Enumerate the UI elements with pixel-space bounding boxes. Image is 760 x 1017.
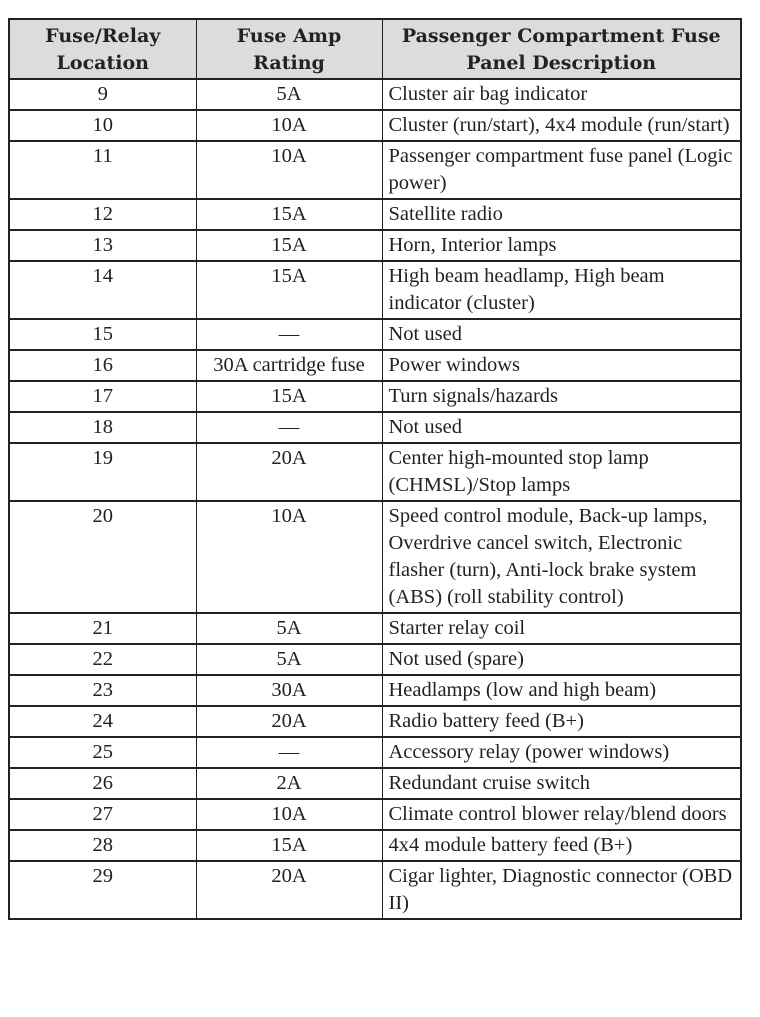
rating-cell: 5A [196, 79, 382, 110]
location-cell: 29 [9, 861, 196, 919]
description-cell: Climate control blower relay/blend doors [382, 799, 741, 830]
fuse-table [8, 18, 742, 920]
table-row [9, 412, 741, 443]
rating-cell: — [196, 737, 382, 768]
table-header [9, 19, 741, 79]
rating-cell: 20A [196, 443, 382, 501]
location-cell: 18 [9, 412, 196, 443]
rating-cell: 15A [196, 261, 382, 319]
rating-cell: 5A [196, 613, 382, 644]
header-description: Passenger Compartment Fuse Panel Description [382, 19, 741, 79]
description-cell: Starter relay coil [382, 613, 741, 644]
table-row [9, 644, 741, 675]
rating-cell: 20A [196, 861, 382, 919]
table-row [9, 261, 741, 319]
header-row [9, 19, 741, 79]
location-cell: 20 [9, 501, 196, 613]
location-cell: 27 [9, 799, 196, 830]
rating-cell: 2A [196, 768, 382, 799]
table-row [9, 199, 741, 230]
location-cell: 19 [9, 443, 196, 501]
table-row [9, 613, 741, 644]
rating-cell: 10A [196, 501, 382, 613]
table-row [9, 319, 741, 350]
rating-cell: 30A [196, 675, 382, 706]
table-row [9, 110, 741, 141]
description-cell: Turn signals/hazards [382, 381, 741, 412]
description-cell: Cigar lighter, Diagnostic connector (OBD II) [382, 861, 741, 919]
description-cell: Not used (spare) [382, 644, 741, 675]
table-body [9, 79, 741, 919]
header-location: Fuse/Relay Location [9, 19, 196, 79]
description-cell: Radio battery feed (B+) [382, 706, 741, 737]
description-cell: Power windows [382, 350, 741, 381]
rating-cell: 10A [196, 141, 382, 199]
rating-cell: 15A [196, 830, 382, 861]
table-row [9, 768, 741, 799]
rating-cell: — [196, 412, 382, 443]
rating-cell: 30A cartridge fuse [196, 350, 382, 381]
description-cell: Redundant cruise switch [382, 768, 741, 799]
table-row [9, 706, 741, 737]
table-row [9, 675, 741, 706]
location-cell: 12 [9, 199, 196, 230]
table-row [9, 381, 741, 412]
rating-cell: 15A [196, 381, 382, 412]
description-cell: 4x4 module battery feed (B+) [382, 830, 741, 861]
table-row [9, 443, 741, 501]
description-cell: Not used [382, 319, 741, 350]
description-cell: Satellite radio [382, 199, 741, 230]
location-cell: 24 [9, 706, 196, 737]
table-row [9, 350, 741, 381]
description-cell: Cluster (run/start), 4x4 module (run/start) [382, 110, 741, 141]
description-cell: Center high-mounted stop lamp (CHMSL)/Stop lamps [382, 443, 741, 501]
description-cell: Passenger compartment fuse panel (Logic power) [382, 141, 741, 199]
table-row [9, 799, 741, 830]
table-row [9, 79, 741, 110]
table-row [9, 830, 741, 861]
table-row [9, 501, 741, 613]
location-cell: 11 [9, 141, 196, 199]
rating-cell: 15A [196, 199, 382, 230]
table-row [9, 141, 741, 199]
location-cell: 21 [9, 613, 196, 644]
table-row [9, 737, 741, 768]
location-cell: 22 [9, 644, 196, 675]
description-cell: Cluster air bag indicator [382, 79, 741, 110]
location-cell: 23 [9, 675, 196, 706]
rating-cell: 10A [196, 110, 382, 141]
location-cell: 14 [9, 261, 196, 319]
description-cell: Horn, Interior lamps [382, 230, 741, 261]
location-cell: 13 [9, 230, 196, 261]
location-cell: 9 [9, 79, 196, 110]
rating-cell: — [196, 319, 382, 350]
rating-cell: 15A [196, 230, 382, 261]
rating-cell: 20A [196, 706, 382, 737]
rating-cell: 5A [196, 644, 382, 675]
location-cell: 25 [9, 737, 196, 768]
description-cell: Headlamps (low and high beam) [382, 675, 741, 706]
location-cell: 17 [9, 381, 196, 412]
location-cell: 28 [9, 830, 196, 861]
location-cell: 26 [9, 768, 196, 799]
description-cell: Not used [382, 412, 741, 443]
location-cell: 16 [9, 350, 196, 381]
table-row [9, 230, 741, 261]
header-rating: Fuse Amp Rating [196, 19, 382, 79]
location-cell: 10 [9, 110, 196, 141]
location-cell: 15 [9, 319, 196, 350]
description-cell: High beam headlamp, High beam indicator (cluster) [382, 261, 741, 319]
table-row [9, 861, 741, 919]
description-cell: Accessory relay (power windows) [382, 737, 741, 768]
description-cell: Speed control module, Back-up lamps, Overdrive cancel switch, Electronic flasher (turn), Anti-lock brake system (ABS) (roll stability control) [382, 501, 741, 613]
rating-cell: 10A [196, 799, 382, 830]
